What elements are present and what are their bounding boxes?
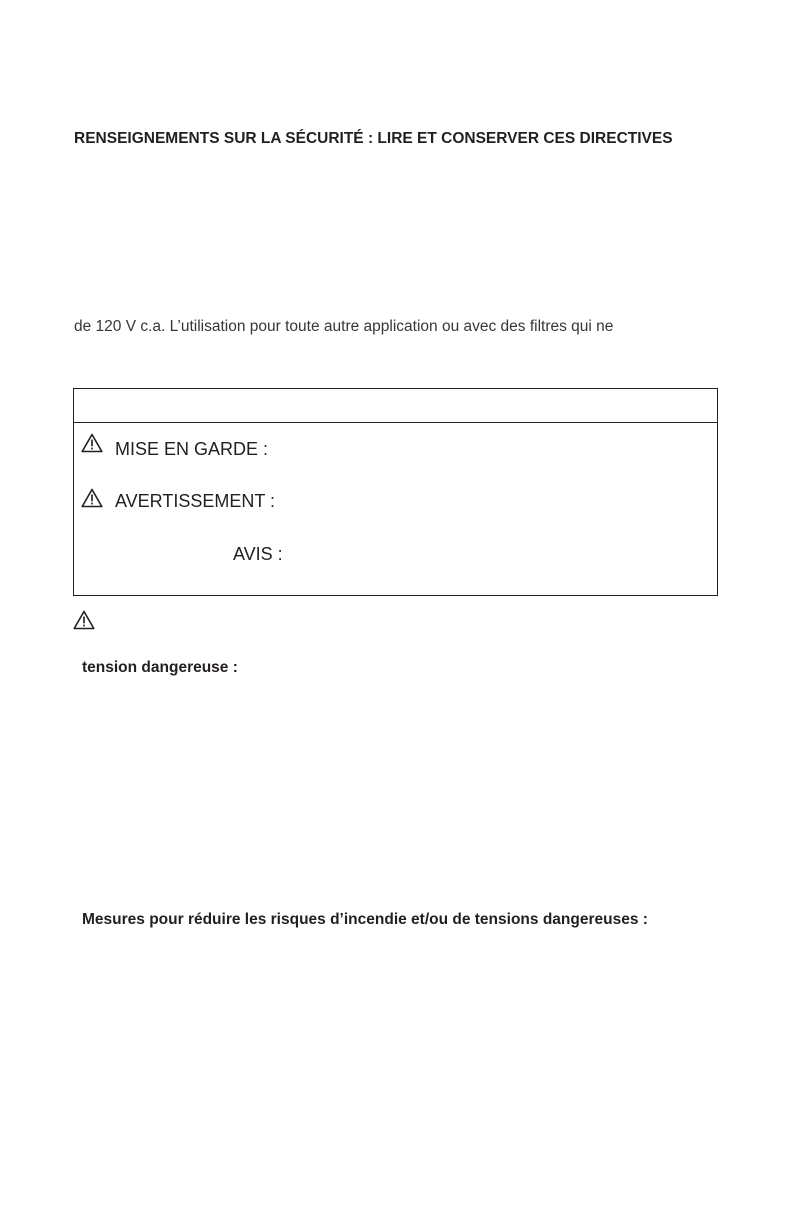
warning-triangle-icon [73,610,95,630]
notice-label: AVIS : [233,544,283,564]
warning-label: AVERTISSEMENT : [115,491,276,511]
warning-triangle-icon [81,433,103,453]
warning-triangle-icon [81,488,103,508]
page-heading: RENSEIGNEMENTS SUR LA SÉCURITÉ : LIRE ET CONSERVER CES DIRECTIVES [74,130,673,147]
body-text-line: de 120 V c.a. L’utilisation pour toute autre application ou avec des filtres qui ne [74,318,614,335]
measures-heading: Mesures pour réduire les risques d’incendie et/ou de tensions dangereuses : [82,911,648,928]
caution-label: MISE EN GARDE : [115,439,269,459]
definitions-header-divider [74,422,717,423]
hazard-label: tension dangereuse : [82,659,238,676]
